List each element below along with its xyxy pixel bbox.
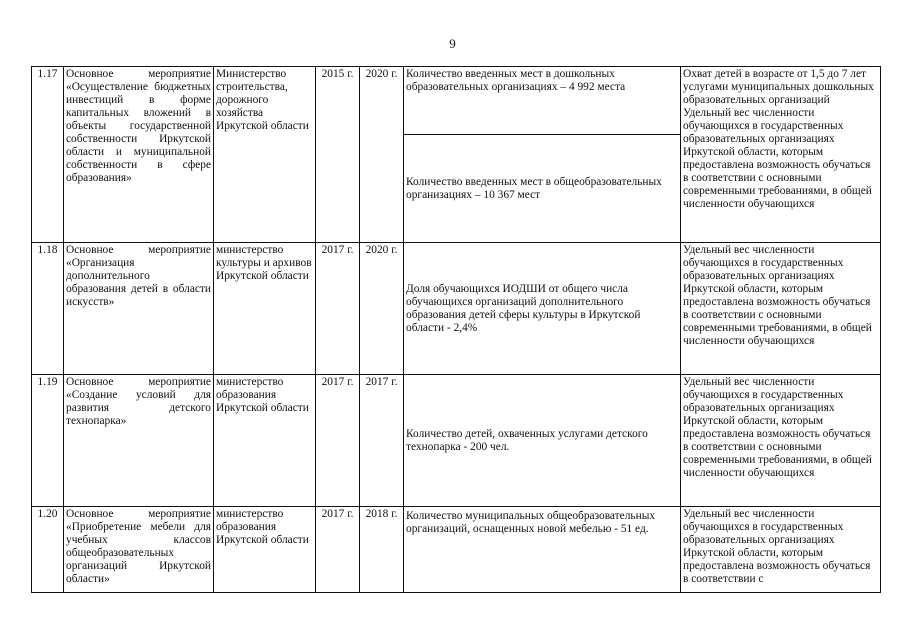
start-year: 2017 г. — [316, 243, 360, 375]
activity-name: Основное мероприятие «Осуществление бюджетных инвестиций в форме капитальных вложений в объекты государственной собственности Иркутской области и муниципальной собственности в сфере образования» — [64, 67, 214, 243]
activity-name: Основное мероприятие «Создание условий для развития детского технопарка» — [64, 375, 214, 507]
row-number: 1.20 — [32, 507, 64, 593]
expected-result: Удельный вес численности обучающихся в государственных образовательных организациях Иркутской области, которым предоставлена возможность обучаться в соответствии с — [681, 507, 881, 593]
executor: Министерство строительства, дорожного хозяйства Иркутской области — [214, 67, 316, 243]
executor: министерство образования Иркутской области — [214, 507, 316, 593]
indicator: Количество детей, охваченных услугами детского технопарка - 200 чел. — [404, 375, 681, 507]
activity-name: Основное мероприятие «Приобретение мебели для учебных классов общеобразовательных организаций Иркутской области» — [64, 507, 214, 593]
executor: министерство образования Иркутской области — [214, 375, 316, 507]
start-year: 2015 г. — [316, 67, 360, 243]
end-year: 2020 г. — [360, 67, 404, 243]
activity-name: Основное мероприятие «Организация дополнительного образования детей в области искусств» — [64, 243, 214, 375]
program-activities-table — [31, 66, 881, 593]
indicator: Количество введенных мест в дошкольных образовательных организациях – 4 992 места — [404, 67, 681, 135]
row-number: 1.17 — [32, 67, 64, 243]
indicator: Количество муниципальных общеобразовательных организаций, оснащенных новой мебелью - 51 ед. — [404, 507, 681, 593]
end-year: 2018 г. — [360, 507, 404, 593]
expected-result: Удельный вес численности обучающихся в государственных образовательных организациях Иркутской области, которым предоставлена возможность обучаться в соответствии с основными современными требованиями, в общей численности обучающихся — [681, 243, 881, 375]
end-year: 2017 г. — [360, 375, 404, 507]
row-number: 1.18 — [32, 243, 64, 375]
start-year: 2017 г. — [316, 375, 360, 507]
end-year: 2020 г. — [360, 243, 404, 375]
expected-result: Охват детей в возрасте от 1,5 до 7 лет услугами муниципальных дошкольных образовательных организаций Удельный вес численности обучающихся в государственных образовательных организациях Иркутской области, которым предоставлена возможность обучаться в соответствии с основными современными требованиями, в общей численности обучающихся — [681, 67, 881, 243]
row-number: 1.19 — [32, 375, 64, 507]
table-row — [32, 375, 881, 507]
start-year: 2017 г. — [316, 507, 360, 593]
page-number: 9 — [449, 36, 456, 51]
executor: министерство культуры и архивов Иркутской области — [214, 243, 316, 375]
table-row — [32, 67, 881, 135]
table-row — [32, 243, 881, 375]
expected-result: Удельный вес численности обучающихся в государственных образовательных организациях Иркутской области, которым предоставлена возможность обучаться в соответствии с основными современными требованиями, в общей численности обучающихся — [681, 375, 881, 507]
indicator: Количество введенных мест в общеобразовательных организациях – 10 367 мест — [404, 135, 681, 243]
table-row — [32, 507, 881, 593]
indicator: Доля обучающихся ИОДШИ от общего числа обучающихся организаций дополнительного образования детей сферы культуры в Иркутской области - 2,4% — [404, 243, 681, 375]
